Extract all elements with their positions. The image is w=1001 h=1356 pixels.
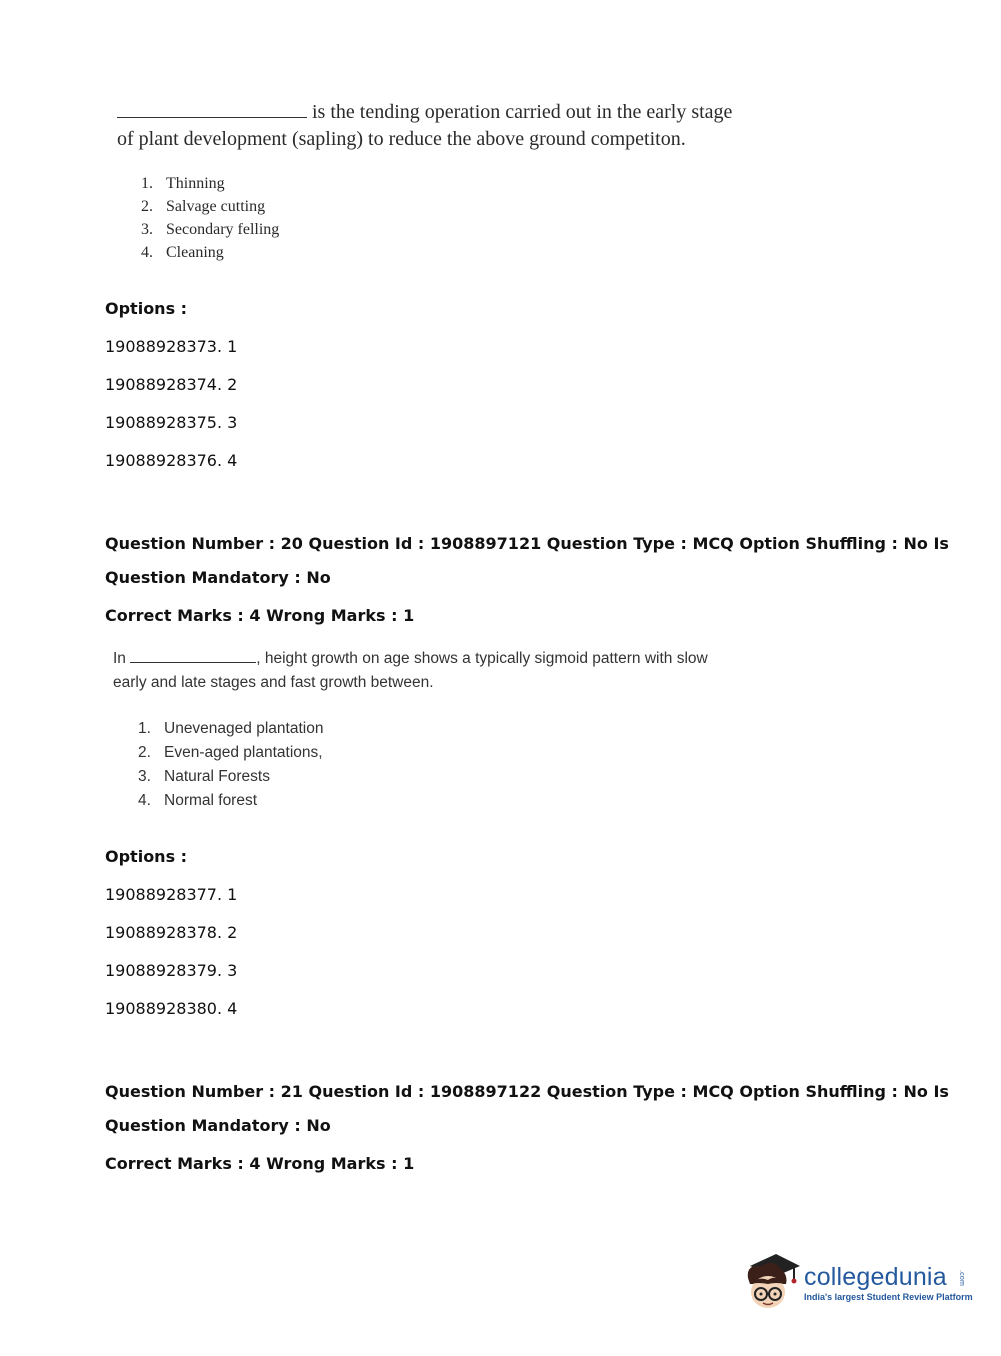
question-header: Question Number : 21 Question Id : 1908897122 Question Type : MCQ Option Shuffling : No Is <box>105 1082 949 1101</box>
option-line: 19088928374. 2 <box>105 375 238 394</box>
question-20-stem-line2: early and late stages and fast growth between. <box>113 674 434 691</box>
option-line: 19088928373. 1 <box>105 337 238 356</box>
question-20-stem-line1: , height growth on age shows a typically sigmoid pattern with slow <box>256 650 708 667</box>
question-mandatory: Question Mandatory : No <box>105 1116 331 1135</box>
question-mandatory: Question Mandatory : No <box>105 568 331 587</box>
logo-wordmark: collegedunia .com <box>804 1264 974 1290</box>
choice-item: 2. Even-aged plantations, <box>138 744 323 761</box>
option-line: 19088928379. 3 <box>105 961 238 980</box>
option-line: 19088928376. 4 <box>105 451 238 470</box>
choice-item: 2. Salvage cutting <box>141 198 266 215</box>
choice-item: 3. Natural Forests <box>138 768 270 785</box>
option-line: 19088928380. 4 <box>105 999 238 1018</box>
choice-item: 1. Thinning <box>141 175 225 192</box>
answer-blank <box>130 662 256 663</box>
choice-item: 4. Normal forest <box>138 792 258 809</box>
question-19-stem <box>117 99 757 153</box>
question-20-choices <box>138 717 753 813</box>
question-marks: Correct Marks : 4 Wrong Marks : 1 <box>105 1154 415 1173</box>
choice-item: 4. Cleaning <box>141 244 224 261</box>
collegedunia-logo <box>742 1250 974 1316</box>
question-19-choices <box>141 172 757 264</box>
option-line: 19088928377. 1 <box>105 885 238 904</box>
question-20-image <box>113 647 753 813</box>
question-20-stem: In , height growth on age shows a typically sigmoid pattern with slow early and late stages and fast growth between. <box>113 650 708 691</box>
options-label: Options : <box>105 847 188 866</box>
logo-suffix: .com <box>957 1270 965 1287</box>
question-header: Question Number : 20 Question Id : 1908897121 Question Type : MCQ Option Shuffling : No Is <box>105 534 949 553</box>
option-line: 19088928378. 2 <box>105 923 238 942</box>
question-19-image <box>117 99 757 264</box>
question-19-stem-line2: of plant development (sapling) to reduce the above ground competiton. <box>117 128 686 150</box>
answer-blank <box>117 117 307 118</box>
question-marks: Correct Marks : 4 Wrong Marks : 1 <box>105 606 415 625</box>
option-line: 19088928375. 3 <box>105 413 238 432</box>
question-19-stem-line1: is the tending operation carried out in the early stage <box>312 101 733 123</box>
choice-item: 3. Secondary felling <box>141 221 280 238</box>
student-mascot-icon <box>742 1250 800 1316</box>
options-label: Options : <box>105 299 188 318</box>
logo-tagline: India's largest Student Review Platform <box>804 1292 973 1302</box>
choice-item: 1. Unevenaged plantation <box>138 720 324 737</box>
logo-text-block <box>804 1264 974 1302</box>
